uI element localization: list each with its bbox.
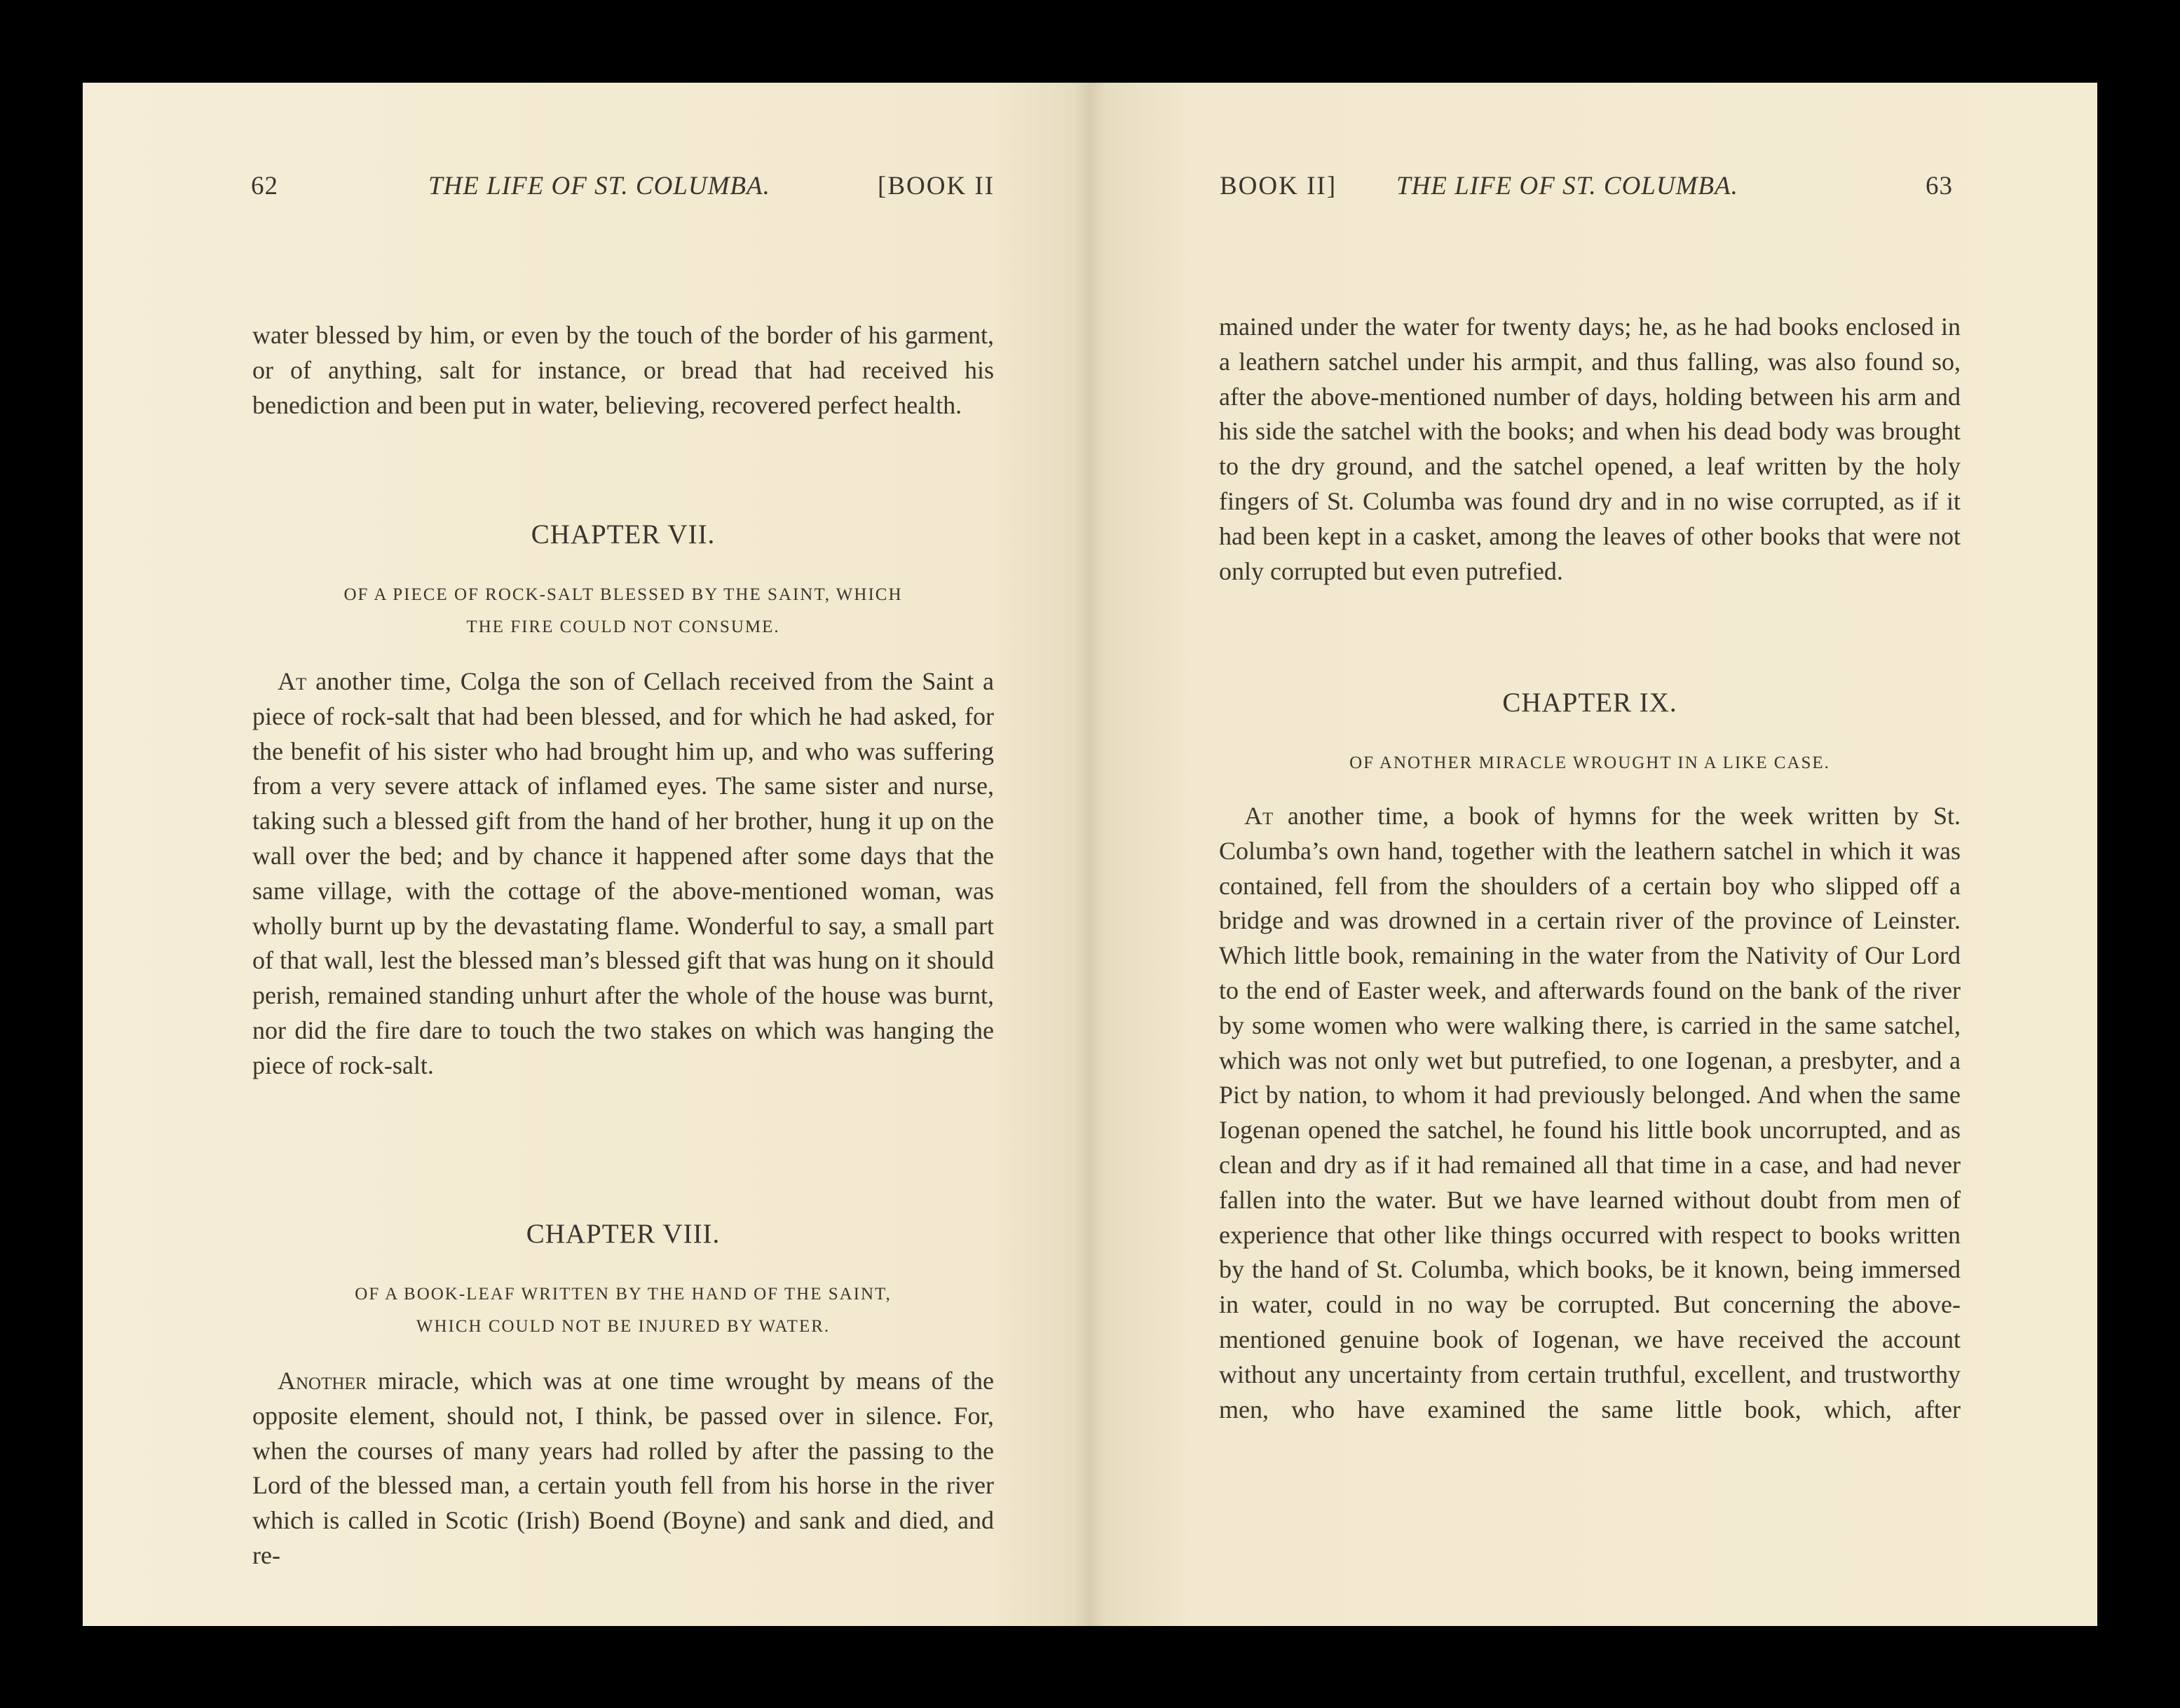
chapter-vii-body: At another time, Colga the son of Cellach received from the Saint a piece of rock-salt that had been blessed, and for which he had asked, for the benefit of his sister who had brought him up, and who was suffering from a very severe attack of inflamed eyes. The same sister and nurse, taking such a blessed gift from the hand of her brother, hung it up on the wall over the bed; and by chance it happened after some days that the same village, with the cottage of the above-mentioned woman, was wholly burnt up by the devastating flame. Wonderful to say, a small part of that wall, lest the blessed man’s blessed gift that was hung on it should perish, remained standing unhurt after the whole of the house was burnt, nor did the fire dare to touch the two stakes on which was hanging the piece of rock-salt. (252, 667, 995, 1079)
page-number: 63 (1926, 172, 1953, 200)
lead-word: At (278, 667, 307, 695)
chapter-ix-heading: CHAPTER IX. (1502, 688, 1677, 718)
left-page (83, 83, 1090, 1626)
lead-word: At (1244, 802, 1274, 830)
chapter-ix-body: At another time, a book of hymns for the week written by St. Columba’s own hand, together with the leathern satchel in which it was contained, fell from the shoulders of a certain boy who slipped off a bridge and was drowned in a certain river of the province of Leinster. Which little book, remaining in the water from the Nativity of Our Lord to the end of Easter week, and afterwards found on the bank of the river by some women who were walking there, is carried in the same satchel, which was not only wet but putrefied, to one Iogenan, a presbyter, and a Pict by nation, to whom it had previously belonged. And when the same Iogenan opened the satchel, he found his little book uncorrupted, and as clean and dry as if it had remained all that time in a case, and had never fallen into the water. But we have learned without doubt from men of experience that other like things occurred with respect to books written by the hand of St. Columba, which books, be it known, being immersed in water, could in no way be corrupted. But concerning the above-mentioned genuine book of Iogenan, we have received the account without any uncertainty from certain truthful, excellent, and trustworthy men, who have examined the same little book, which, after (1219, 802, 1961, 1423)
opening-paragraph: water blessed by him, or even by the touch of the border of his garment, or of anything, salt for instance, or bread that had received his benediction and been put in water, believing, recovered perfect health. (252, 321, 994, 419)
chapter-viii-summary: OF A BOOK-LEAF WRITTEN BY THE HAND OF THE SAINT, WHICH COULD NOT BE INJURED BY WATER. (355, 1285, 892, 1336)
chapter-ix-summary: OF ANOTHER MIRACLE WROUGHT IN A LIKE CASE. (1349, 753, 1830, 772)
continued-paragraph: mained under the water for twenty days; he, as he had books enclosed in a leathern satchel under his armpit, and thus falling, was also found so, after the above-mentioned number of days, holding between his arm and his side the satchel with the books; and when his dead body was brought to the dry ground, and the satchel opened, a leaf written by the holy fingers of St. Columba was found dry and in no wise corrupted, as if it had been kept in a casket, among the leaves of other books that were not only corrupted but even putrefied. (1219, 313, 1961, 585)
book-spread (83, 83, 2097, 1626)
chapter-viii-heading: CHAPTER VIII. (526, 1219, 721, 1249)
book-label: [BOOK II (878, 172, 995, 200)
lead-word: Another (278, 1367, 367, 1395)
chapter-viii-body: Another miracle, which was at one time wrought by means of the opposite element, should not, I think, be passed over in silence. For, when the courses of many years had rolled by after the passing to the Lord of the blessed man, a certain youth fell from his horse in the river which is called in Scotic (Irish) Boend (Boyne) and sank and died, and re- (252, 1367, 995, 1569)
book-label: BOOK II] (1220, 172, 1337, 200)
running-title: THE LIFE OF ST. COLUMBA. (428, 172, 770, 200)
page-number: 62 (251, 172, 278, 200)
chapter-vii-heading: CHAPTER VII. (531, 519, 716, 549)
right-page (1090, 83, 2097, 1626)
running-title: THE LIFE OF ST. COLUMBA. (1396, 172, 1738, 200)
chapter-vii-summary: OF A PIECE OF ROCK-SALT BLESSED BY THE SAINT, WHICH THE FIRE COULD NOT CONSUME. (343, 585, 903, 636)
